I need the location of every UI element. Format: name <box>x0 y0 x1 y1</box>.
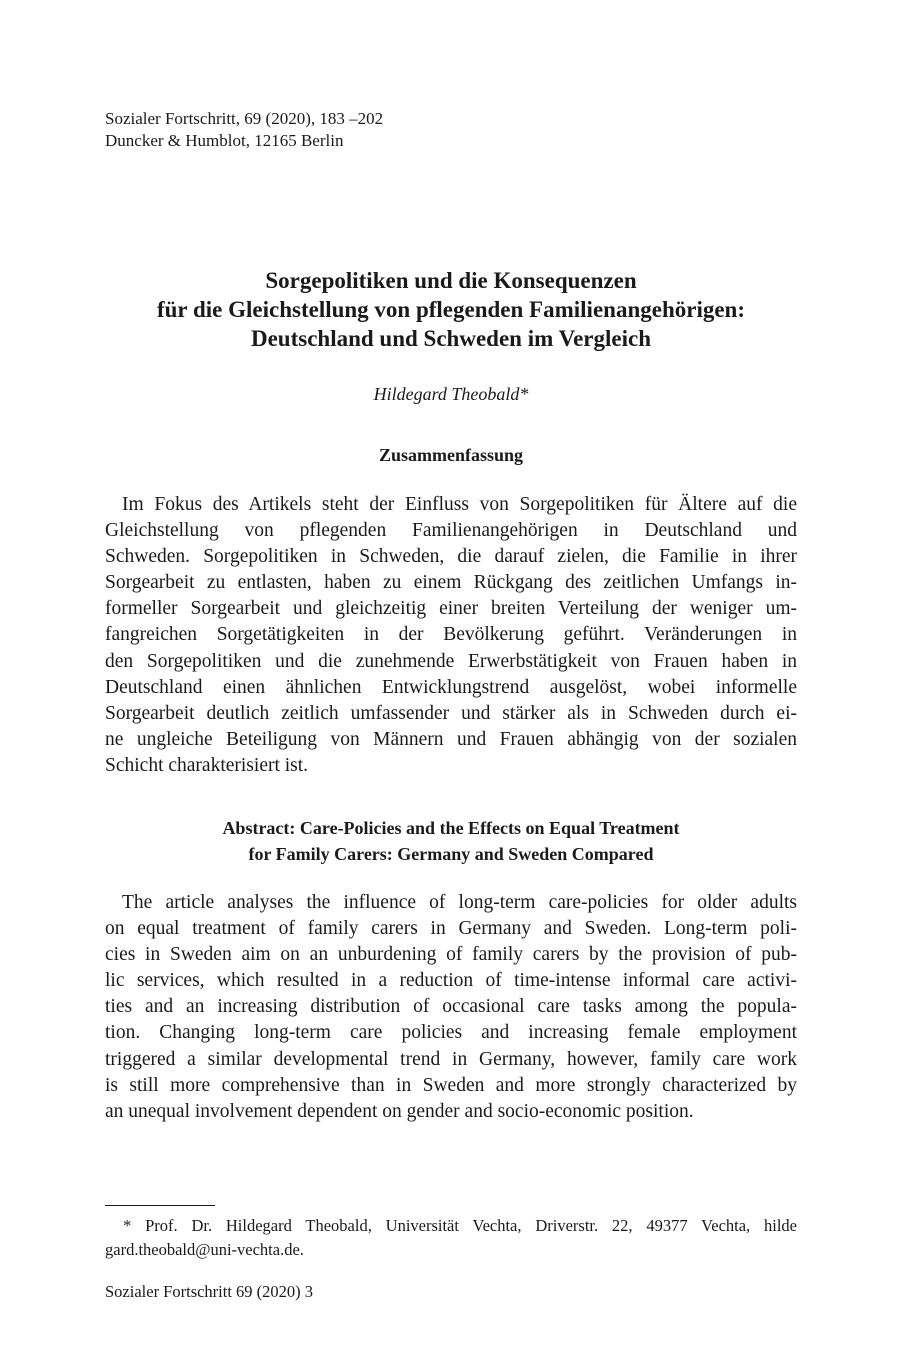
text-line: Im Fokus des Artikels steht der Einfluss von Sorgepolitiken für Ältere auf die <box>122 494 797 515</box>
paper-page <box>105 0 797 1366</box>
text-line: Deutschland einen ähnlichen Entwicklungstrend ausgelöst, wobei informelle <box>105 676 797 698</box>
footnote-line: * Prof. Dr. Hildegard Theobald, Universität Vechta, Driverstr. 22, 49377 Vechta, hilde <box>123 1216 797 1235</box>
text-line: lic services, which resulted in a reduction of time-intense informal care activi- <box>105 970 797 992</box>
title-line: für die Gleichstellung von pflegenden Familienangehörigen: <box>156 297 745 322</box>
author-name: Hildegard Theobald* <box>373 384 529 404</box>
text-line: Gleichstellung von pflegenden Familienangehörigen in Deutschland und <box>105 520 797 542</box>
abstract-heading <box>105 815 797 867</box>
text-line: den Sorgepolitiken und die zunehmende Erwerbstätigkeit von Frauen haben in <box>105 650 797 672</box>
title-line: Deutschland und Schweden im Vergleich <box>250 326 651 351</box>
footnote-line: gard.theobald@uni-vechta.de. <box>105 1240 304 1259</box>
text-line: fangreichen Sorgetätigkeiten in der Bevölkerung geführt. Veränderungen in <box>105 624 797 646</box>
text-line: is still more comprehensive than in Sweden and more strongly characterized by <box>105 1074 797 1096</box>
zusammenfassung-heading: Zusammenfassung <box>378 445 524 465</box>
title-line: Sorgepolitiken und die Konsequenzen <box>265 268 637 293</box>
text-line: Schweden. Sorgepolitiken in Schweden, die darauf zielen, die Familie in ihrer <box>105 546 797 568</box>
text-line: ne ungleiche Beteiligung von Männern und Frauen abhängig von der sozialen <box>105 728 797 750</box>
text-line: Sorgearbeit deutlich zeitlich umfassender und stärker als in Schweden durch ei- <box>105 702 797 724</box>
footnote-divider <box>105 1205 215 1206</box>
text-line: tion. Changing long-term care policies and increasing female employment <box>105 1022 797 1044</box>
journal-citation: Sozialer Fortschritt, 69 (2020), 183 –202 <box>105 109 384 128</box>
text-line: on equal treatment of family carers in Germany and Sweden. Long-term poli- <box>105 918 797 940</box>
page-footer: Sozialer Fortschritt 69 (2020) 3 <box>105 1282 314 1301</box>
abstract-heading-line: Abstract: Care-Policies and the Effects on Equal Treatment <box>222 818 680 838</box>
zusammenfassung-text <box>105 492 797 779</box>
abstract-text <box>105 890 797 1125</box>
publisher-line: Duncker & Humblot, 12165 Berlin <box>105 131 344 150</box>
text-line: Schicht charakterisiert ist. <box>105 754 309 776</box>
author-footnote <box>105 1214 797 1262</box>
text-line: formeller Sorgearbeit und gleichzeitig einer breiten Verteilung der weniger um- <box>105 598 797 620</box>
text-line: cies in Sweden aim on an unburdening of family carers by the provision of pub- <box>105 944 797 966</box>
text-line: Sorgearbeit zu entlasten, haben zu einem Rückgang des zeitlichen Umfangs in- <box>105 572 797 594</box>
article-title <box>105 266 797 353</box>
journal-header <box>105 108 383 152</box>
text-line: ties and an increasing distribution of occasional care tasks among the popula- <box>105 996 797 1018</box>
text-line: an unequal involvement dependent on gender and socio-economic position. <box>105 1100 694 1122</box>
text-line: triggered a similar developmental trend in Germany, however, family care work <box>105 1048 797 1070</box>
text-line: The article analyses the influence of long-term care-policies for older adults <box>122 892 797 913</box>
abstract-heading-line: for Family Carers: Germany and Sweden Compared <box>248 844 654 864</box>
